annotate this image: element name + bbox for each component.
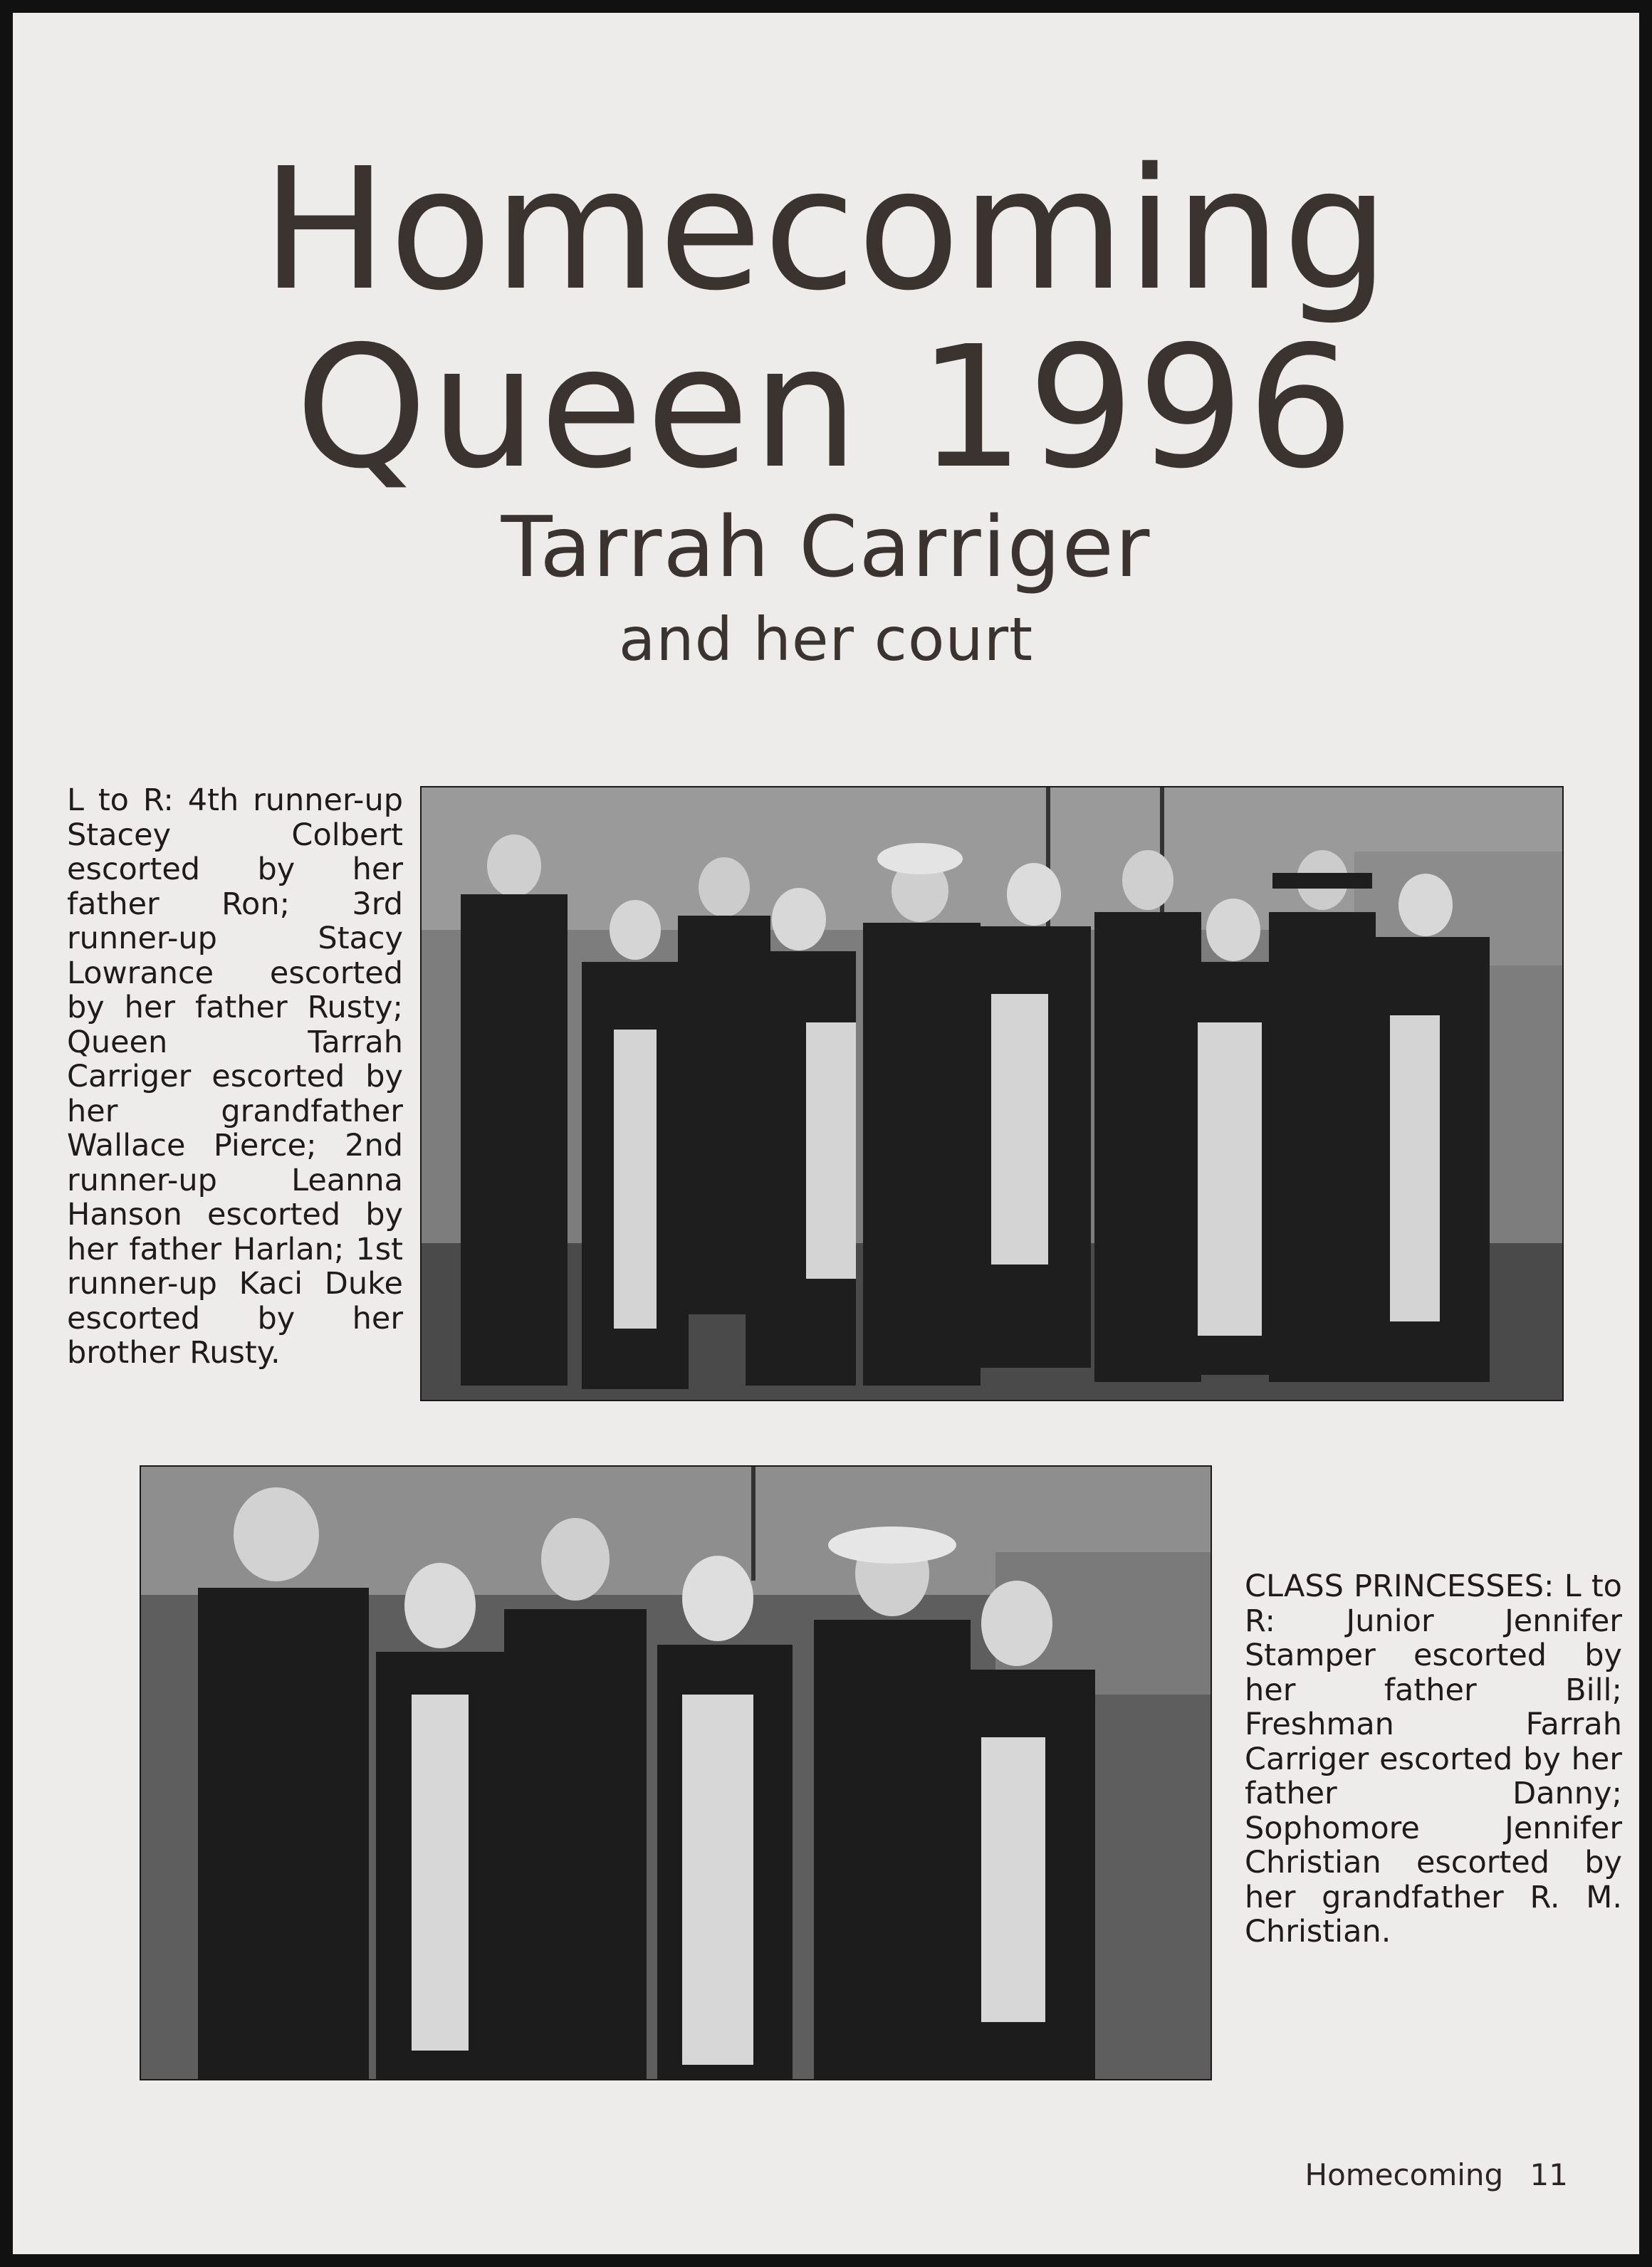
homecoming-court-photo <box>420 786 1564 1401</box>
page-subtitle: and her court <box>618 604 1034 674</box>
page-title-line-1: Homecoming <box>261 132 1391 328</box>
footer-section-name: Homecoming <box>1305 2157 1504 2192</box>
court-photo-caption: L to R: 4th runner-up Stacey Colbert escorted by her father Ron; 3rd runner-up Stacy Lowrance escorted by her father Rusty; Queen Tarrah Carriger escorted by her grandfather Wallace Pierce; 2nd runner-up Leanna Hanson escorted by her father Harlan; 1st runner-up Kaci Duke escorted by her brother Rusty. <box>67 782 403 1371</box>
court-photo-image <box>422 787 1562 1400</box>
page-number: 11 <box>1530 2157 1568 2192</box>
queen-name: Tarrah Carriger <box>501 498 1151 596</box>
yearbook-page <box>13 13 1639 2254</box>
class-princesses-photo <box>140 1465 1212 2080</box>
page-title-line-2: Queen 1996 <box>295 310 1357 506</box>
princesses-photo-caption: CLASS PRINCESSES: L to R: Junior Jennifer Stamper escorted by her father Bill; Freshman Farrah Carriger escorted by her father Danny; Sophomore Jennifer Christian escorted by her grandfather R. M. Christian. <box>1245 1569 1622 1949</box>
princesses-photo-image <box>141 1467 1211 2079</box>
page-footer <box>1305 2157 1569 2192</box>
